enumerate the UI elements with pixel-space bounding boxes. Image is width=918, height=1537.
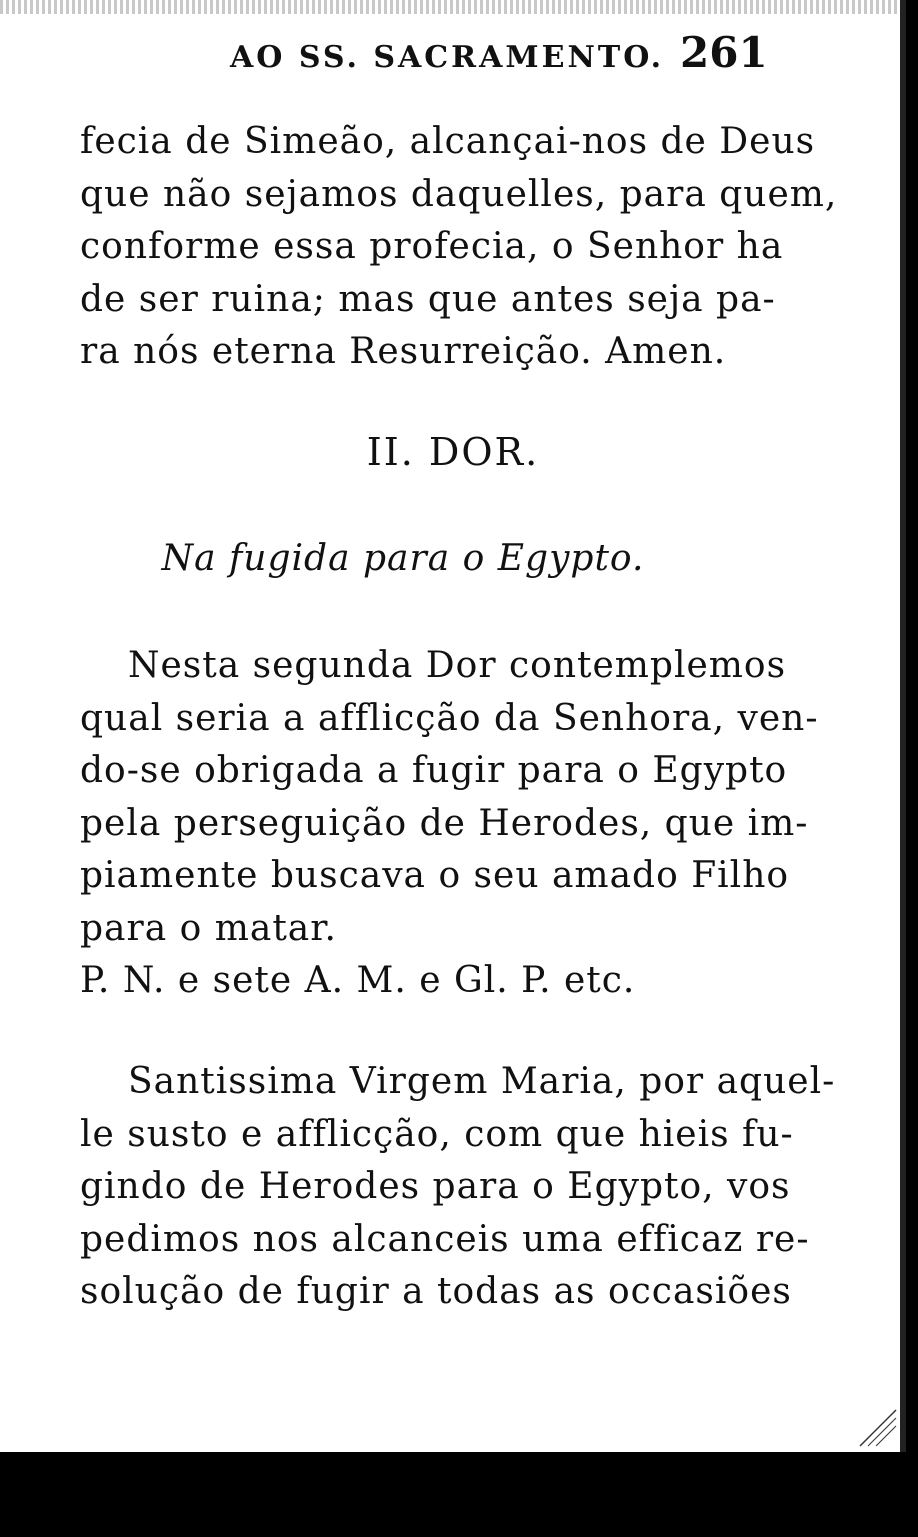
page-number: 261 [680, 28, 768, 77]
text-line: do-se obrigada a fugir para o Egypto [80, 750, 788, 791]
text-line: Nesta segunda Dor contemplemos [128, 645, 787, 686]
text-line: conforme essa profecia, o Senhor ha [80, 226, 784, 267]
section-subheading: Na fugida para o Egypto. [161, 538, 645, 579]
text-line: le susto e afflicção, com que hieis fu- [80, 1113, 794, 1155]
text-line: de ser ruina; mas que antes seja pa- [80, 278, 776, 320]
prayer-instruction: P. N. e sete A. M. e Gl. P. etc. [80, 960, 636, 1001]
paragraph-3 [80, 1056, 836, 1319]
text-line: que não sejamos daquelles, para quem, [80, 173, 838, 215]
text-line: pedimos nos alcanceis uma efficaz re- [80, 1218, 810, 1260]
text-line: ra nós eterna Resurreição. Amen. [80, 331, 727, 372]
page-edge [900, 0, 906, 1452]
text-line: qual seria a afflicção da Senhora, ven- [80, 697, 819, 739]
text-line: para o matar. [80, 907, 337, 949]
running-title: AO SS. SACRAMENTO. [230, 40, 665, 75]
text-line: pela perseguição de Herodes, que im- [80, 802, 809, 844]
paragraph-2 [80, 640, 819, 1008]
top-edge-rule [0, 0, 906, 14]
text-line: Santissima Virgem Maria, por aquel- [128, 1061, 836, 1102]
section-heading: II. DOR. [366, 430, 540, 474]
page-corner-mark [858, 1408, 898, 1448]
text-line: piamente buscava o seu amado Filho [80, 855, 790, 896]
paragraph-1 [80, 116, 838, 379]
text-line: solução de fugir a todas as occasiões [80, 1271, 792, 1312]
text-line: gindo de Herodes para o Egypto, vos [80, 1166, 791, 1207]
text-line: fecia de Simeão, alcançai-nos de Deus [80, 121, 816, 162]
